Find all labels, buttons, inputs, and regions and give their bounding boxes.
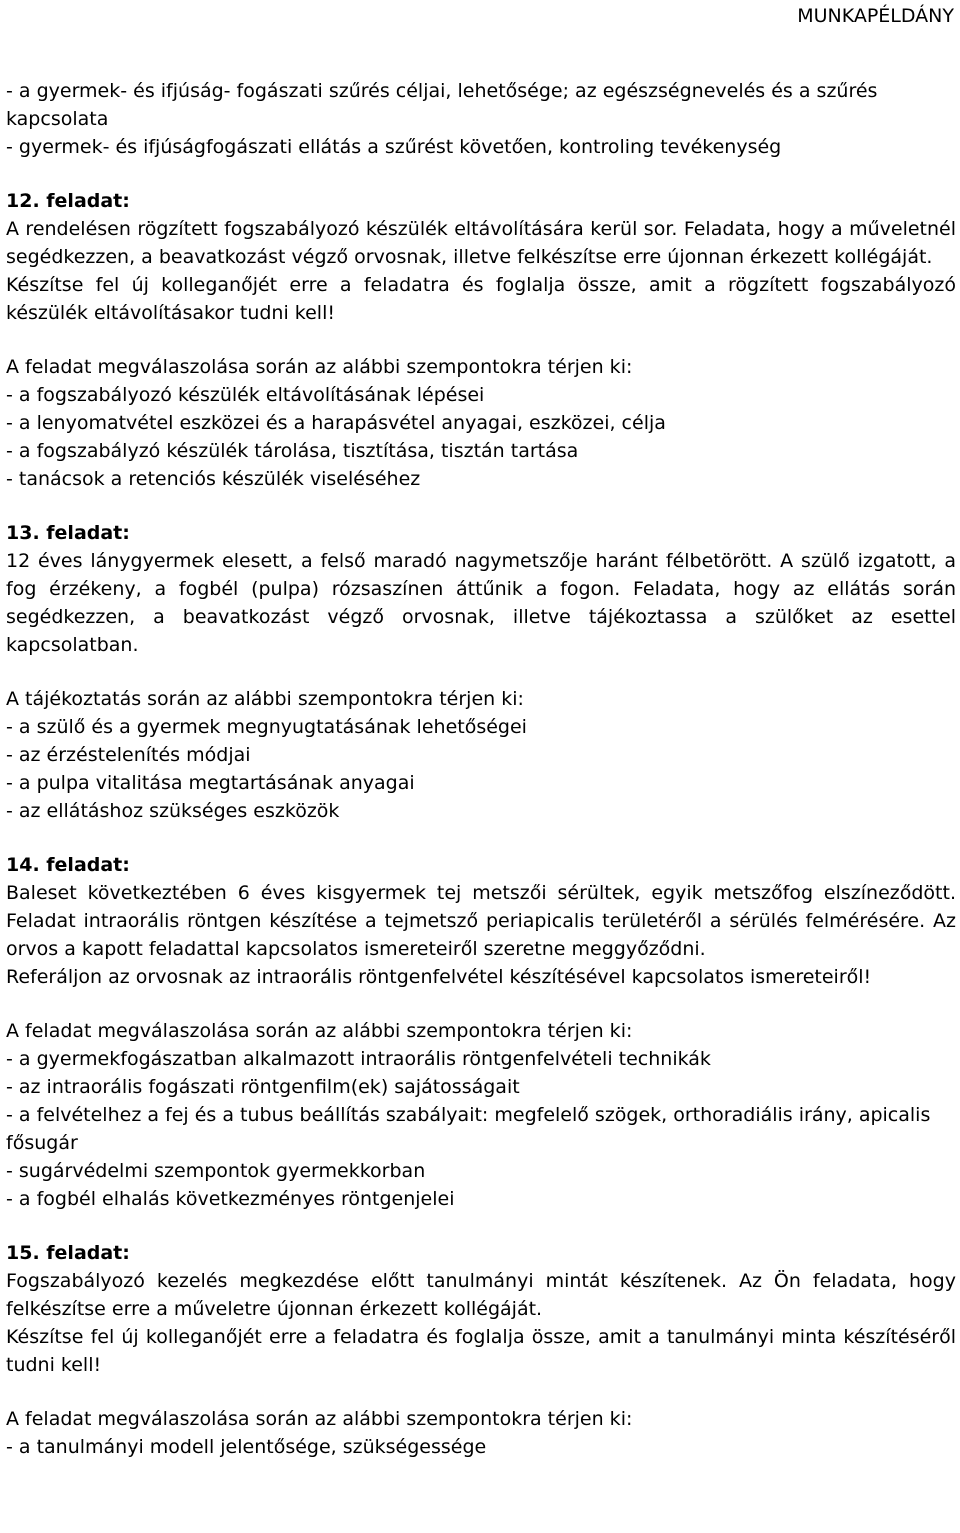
document-header: MUNKAPÉLDÁNY bbox=[797, 5, 954, 27]
criteria-item: - a felvételhez a fej és a tubus beállítás szabályait: megfelelő szögek, orthoradiális irány, apicalis fősugár bbox=[6, 1104, 931, 1154]
criteria-item: - sugárvédelmi szempontok gyermekkorban bbox=[6, 1160, 426, 1182]
task-13-heading: 13. feladat: bbox=[6, 522, 130, 544]
task-15-heading: 15. feladat: bbox=[6, 1242, 130, 1264]
criteria-item: - a lenyomatvétel eszközei és a harapásvétel anyagai, eszközei, célja bbox=[6, 412, 666, 434]
criteria-item: - tanácsok a retenciós készülék viseléséhez bbox=[6, 468, 421, 490]
criteria-item: - a tanulmányi modell jelentősége, szükségessége bbox=[6, 1436, 487, 1458]
document-body bbox=[6, 77, 956, 1461]
task-14-criteria-intro: A feladat megválaszolása során az alábbi szempontokra térjen ki: bbox=[6, 1020, 633, 1042]
task-12-description: A rendelésen rögzített fogszabályozó készülék eltávolítására kerül sor. Feladata, hogy a műveletnél segédkezzen, a beavatkozást végző orvosnak, illetve felkészítse erre újonnan érkezett kollégáját. bbox=[6, 218, 956, 268]
criteria-item: - az intraorális fogászati röntgenfilm(ek) sajátosságait bbox=[6, 1076, 520, 1098]
task-14-description: Baleset következtében 6 éves kisgyermek tej metszői sérültek, egyik metszőfog elszíneződött. Feladat intraorális röntgen készítése a tejmetsző periapicalis területéről a sérülés felmérésére. Az orvos a kapott feladattal kapcsolatos ismereteiről szeretne meggyőződni. bbox=[6, 882, 956, 960]
task-15-criteria-intro: A feladat megválaszolása során az alábbi szempontokra térjen ki: bbox=[6, 1408, 633, 1430]
criteria-item: - a gyermekfogászatban alkalmazott intraorális röntgenfelvételi technikák bbox=[6, 1048, 711, 1070]
criteria-item: - az ellátáshoz szükséges eszközök bbox=[6, 800, 340, 822]
intro-line: - a gyermek- és ifjúság- fogászati szűrés céljai, lehetősége; az egészségnevelés és a szűrés kapcsolata bbox=[6, 80, 878, 130]
task-13-description: 12 éves lánygyermek elesett, a felső maradó nagymetszője haránt félbetörött. A szülő izgatott, a fog érzékeny, a fogbél (pulpa) rózsaszínen áttűnik a fogon. Feladata, hogy az ellátás során segédkezzen, a beavatkozást végző orvosnak, illetve tájékoztassa a szülőket az esettel kapcsolatban. bbox=[6, 550, 956, 656]
task-13-criteria-intro: A tájékoztatás során az alábbi szempontokra térjen ki: bbox=[6, 688, 524, 710]
criteria-item: - az érzéstelenítés módjai bbox=[6, 744, 251, 766]
task-12-heading: 12. feladat: bbox=[6, 190, 130, 212]
criteria-item: - a szülő és a gyermek megnyugtatásának lehetőségei bbox=[6, 716, 527, 738]
task-12-criteria-intro: A feladat megválaszolása során az alábbi szempontokra térjen ki: bbox=[6, 356, 633, 378]
task-14-instruction: Referáljon az orvosnak az intraorális röntgenfelvétel készítésével kapcsolatos ismereteiről! bbox=[6, 966, 872, 988]
criteria-item: - a fogbél elhalás következményes röntgenjelei bbox=[6, 1188, 455, 1210]
criteria-item: - a fogszabályozó készülék eltávolításának lépései bbox=[6, 384, 485, 406]
intro-line: - gyermek- és ifjúságfogászati ellátás a szűrést követően, kontroling tevékenység bbox=[6, 136, 782, 158]
task-12-instruction: Készítse fel új kolleganőjét erre a feladatra és foglalja össze, amit a rögzített fogszabályozó készülék eltávolításakor tudni kell! bbox=[6, 274, 956, 324]
task-15-instruction: Készítse fel új kolleganőjét erre a feladatra és foglalja össze, amit a tanulmányi minta készítéséről tudni kell! bbox=[6, 1326, 956, 1376]
criteria-item: - a pulpa vitalitása megtartásának anyagai bbox=[6, 772, 415, 794]
task-14-heading: 14. feladat: bbox=[6, 854, 130, 876]
criteria-item: - a fogszabályzó készülék tárolása, tisztítása, tisztán tartása bbox=[6, 440, 579, 462]
task-15-description: Fogszabályozó kezelés megkezdése előtt tanulmányi mintát készítenek. Az Ön feladata, hogy felkészítse erre a műveletre újonnan érkezett kollégáját. bbox=[6, 1270, 956, 1320]
